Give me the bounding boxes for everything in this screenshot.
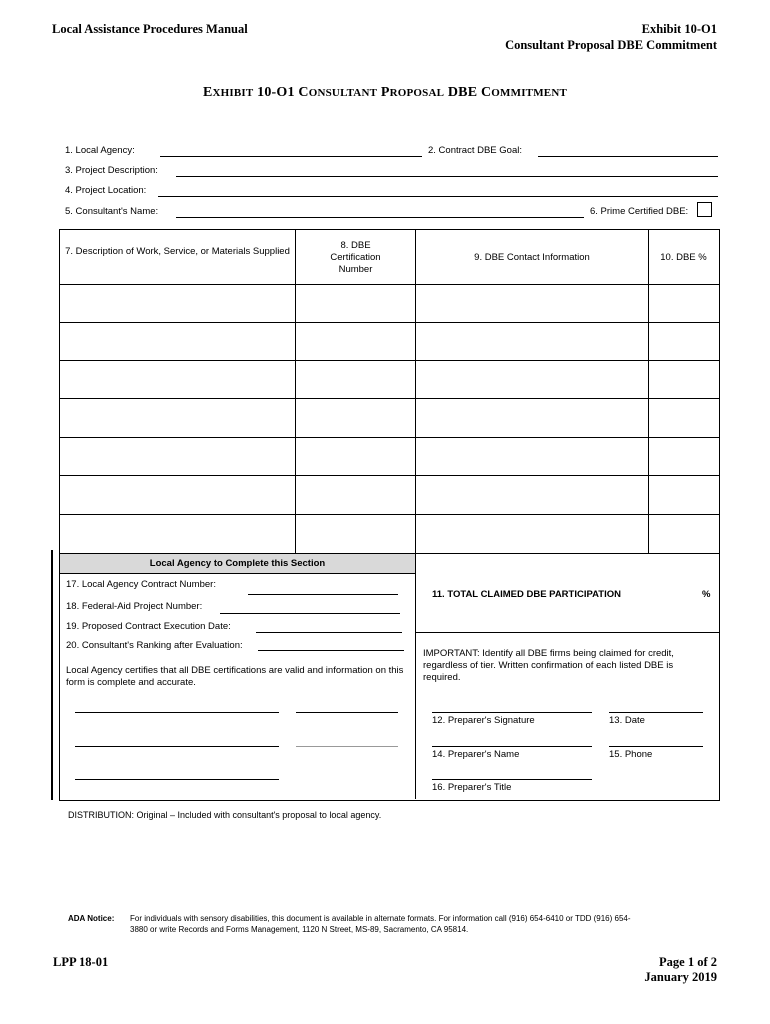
preparer-title-line[interactable] [432, 779, 592, 780]
title-part: XHIBIT [212, 87, 254, 99]
federal-aid-project-field[interactable] [220, 613, 400, 614]
col-contact-header: 9. DBE Contact Information [474, 252, 590, 263]
ranking-field[interactable] [258, 650, 404, 651]
project-location-field[interactable] [158, 196, 718, 197]
ada-notice-label: ADA Notice: [68, 914, 115, 923]
preparer-signature-line[interactable] [432, 712, 592, 713]
ada-notice-line2: 3880 or write Records and Forms Management, 1120 N Street, MS-89, Sacramento, CA 95814. [130, 925, 469, 934]
ada-notice-line1: For individuals with sensory disabilities, this document is available in alternate formats. For information call (916) 654-6410 or TDD (916) 654- [130, 914, 631, 923]
project-description-label: 3. Project Description: [65, 165, 158, 176]
percent-cells[interactable] [649, 285, 717, 553]
col-cert-line: Number [338, 264, 373, 275]
execution-date-label: 19. Proposed Contract Execution Date: [66, 621, 231, 632]
agency-title-line[interactable] [75, 779, 279, 780]
contract-dbe-goal-label: 2. Contract DBE Goal: [428, 145, 522, 156]
col-percent-header: 10. DBE % [660, 252, 707, 263]
title-part: C [298, 85, 309, 100]
preparer-phone-line[interactable] [609, 746, 703, 747]
important-notice: IMPORTANT: Identify all DBE firms being claimed for credit, regardless of tier. Written confirmation of each listed DBE is required. [423, 648, 674, 683]
total-dbe-percent: % [702, 589, 711, 600]
agency-certification-text: Local Agency certifies that all DBE certifications are valid and information on this form is complete and accurate. [66, 665, 404, 688]
total-divider [415, 632, 719, 633]
preparer-date-line[interactable] [609, 712, 703, 713]
ranking-label: 20. Consultant's Ranking after Evaluation: [66, 640, 243, 651]
preparer-date-label: 13. Date [609, 715, 645, 726]
col-cert-line: 8. DBE [340, 240, 371, 251]
total-dbe-label: 11. TOTAL CLAIMED DBE PARTICIPATION [432, 589, 621, 600]
local-agency-field[interactable] [160, 156, 422, 157]
preparer-name-label: 14. Preparer's Name [432, 749, 520, 760]
preparer-title-label: 16. Preparer's Title [432, 782, 512, 793]
agency-contract-number-label: 17. Local Agency Contract Number: [66, 579, 216, 590]
agency-signature-line[interactable] [75, 712, 279, 713]
title-part: OMMITMENT [491, 87, 568, 99]
project-location-label: 4. Project Location: [65, 185, 147, 196]
col-description-header: 7. Description of Work, Service, or Materials Supplied [65, 246, 290, 257]
contact-cells[interactable] [416, 285, 647, 553]
preparer-phone-label: 15. Phone [609, 749, 653, 760]
exhibit-subtitle: Consultant Proposal DBE Commitment [505, 38, 717, 52]
cert-number-cells[interactable] [296, 285, 414, 553]
manual-title: Local Assistance Procedures Manual [52, 22, 248, 36]
title-part: ONSULTANT [308, 87, 378, 99]
col-cert-header [296, 240, 415, 276]
contract-dbe-goal-field[interactable] [538, 156, 718, 157]
local-agency-label: 1. Local Agency: [65, 145, 135, 156]
agency-phone-line[interactable] [296, 746, 398, 747]
title-part: C [480, 85, 492, 100]
agency-section-heading: Local Agency to Complete this Section [60, 554, 415, 574]
consultant-name-label: 5. Consultant's Name: [65, 206, 159, 217]
revision-date: January 2019 [644, 970, 717, 984]
page-title [0, 85, 770, 101]
title-part: P [377, 85, 390, 100]
prime-certified-label: 6. Prime Certified DBE: [590, 206, 689, 217]
distribution-note: DISTRIBUTION: Original – Included with consultant's proposal to local agency. [68, 810, 382, 820]
form-id: LPP 18-01 [53, 955, 109, 969]
change-bar [51, 550, 53, 800]
preparer-name-line[interactable] [432, 746, 592, 747]
description-cells[interactable] [60, 285, 294, 553]
preparer-signature-label: 12. Preparer's Signature [432, 715, 535, 726]
title-part: E [202, 85, 213, 100]
consultant-name-field[interactable] [176, 217, 584, 218]
title-part: ROPOSAL [389, 87, 445, 99]
agency-name-line[interactable] [75, 746, 279, 747]
prime-certified-checkbox[interactable] [697, 202, 712, 217]
project-description-field[interactable] [176, 176, 718, 177]
page-number: Page 1 of 2 [659, 955, 717, 969]
title-part: DBE [444, 85, 481, 100]
agency-contract-number-field[interactable] [248, 594, 398, 595]
exhibit-number: Exhibit 10-O1 [641, 22, 717, 36]
title-part: 10-O1 [253, 85, 299, 100]
execution-date-field[interactable] [256, 632, 402, 633]
agency-date-line[interactable] [296, 712, 398, 713]
col-cert-line: Certification [330, 252, 381, 263]
federal-aid-project-label: 18. Federal-Aid Project Number: [66, 601, 203, 612]
